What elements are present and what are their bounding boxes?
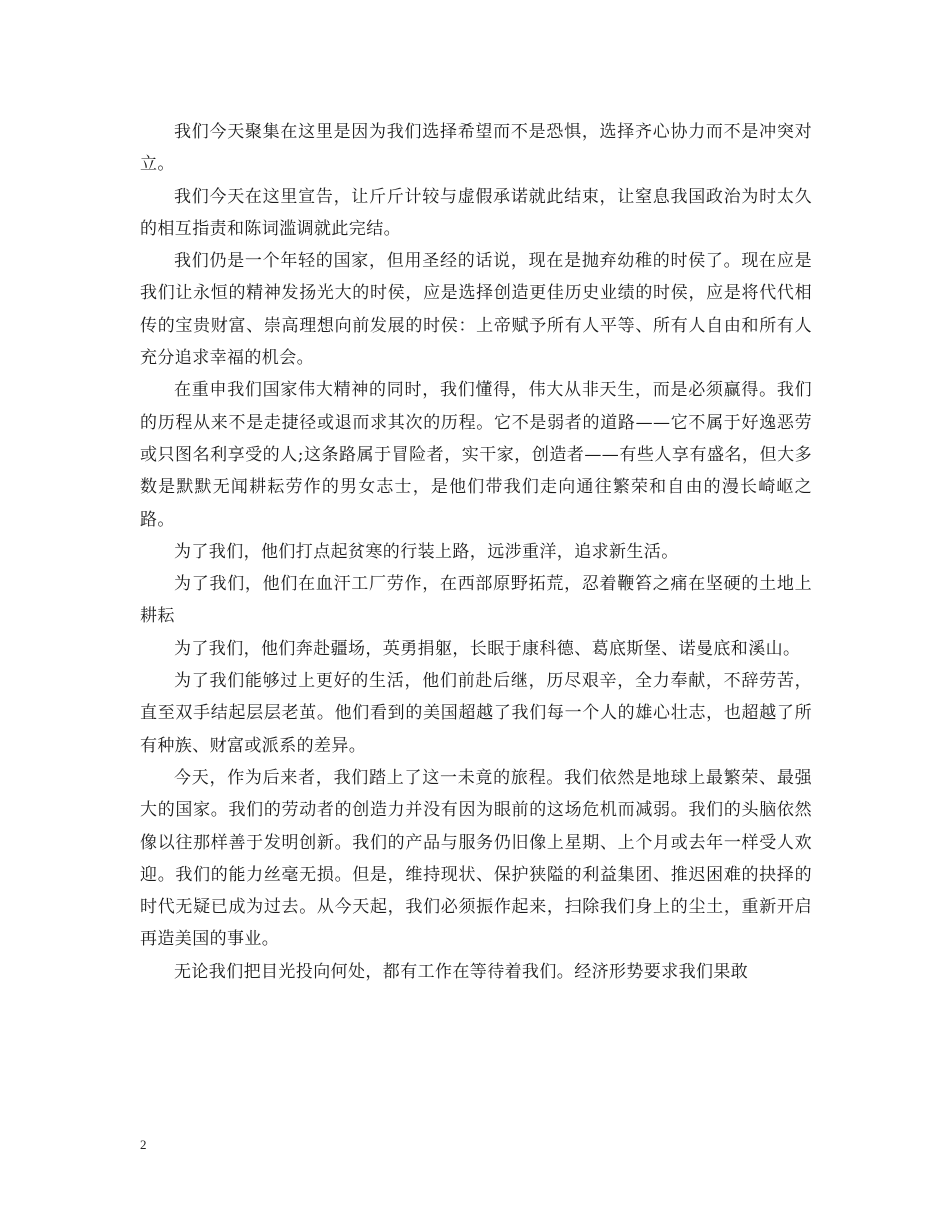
paragraph: 为了我们能够过上更好的生活，他们前赴后继，历尽艰辛，全力奉献，不辞劳苦，直至双手结起层层老茧。他们看到的美国超越了我们每一个人的雄心壮志，也超越了所有种族、财富或派系的差异。 xyxy=(140,671,812,756)
paragraph: 为了我们，他们奔赴疆场，英勇捐躯，长眠于康科德、葛底斯堡、诺曼底和溪山。 xyxy=(174,638,801,659)
page-body xyxy=(140,116,812,988)
paragraph: 我们今天聚集在这里是因为我们选择希望而不是恐惧，选择齐心协力而不是冲突对立。 xyxy=(140,122,812,175)
paragraph: 我们仍是一个年轻的国家，但用圣经的话说，现在是抛弃幼稚的时侯了。现在应是我们让永恒的精神发扬光大的时侯，应是选择创造更佳历史业绩的时侯，应是将代代相传的宝贵财富、崇高理想向前发展的时侯：上帝赋予所有人平等、所有人自由和所有人充分追求幸福的机会。 xyxy=(140,251,812,369)
page-number: 2 xyxy=(140,1137,147,1152)
paragraph: 无论我们把目光投向何处，都有工作在等待着我们。经济形势要求我们果敢 xyxy=(174,961,749,982)
paragraph: 为了我们，他们在血汗工厂劳作，在西部原野拓荒，忍着鞭笞之痛在坚硬的土地上耕耘 xyxy=(140,574,812,627)
paragraph: 在重申我们国家伟大精神的同时，我们懂得，伟大从非天生，而是必须赢得。我们的历程从来不是走捷径或退而求其次的历程。它不是弱者的道路——它不属于好逸恶劳或只图名利享受的人;这条路属于冒险者，实干家，创造者——有些人享有盛名，但大多数是默默无闻耕耘劳作的男女志士，是他们带我们走向通往繁荣和自由的漫长崎岖之路。 xyxy=(140,380,812,530)
paragraph: 我们今天在这里宣告，让斤斤计较与虚假承诺就此结束，让窒息我国政治为时太久的相互指责和陈词滥调就此完结。 xyxy=(140,186,812,239)
paragraph: 为了我们，他们打点起贫寒的行装上路，远涉重洋，追求新生活。 xyxy=(174,541,679,562)
paragraph: 今天，作为后来者，我们踏上了这一未竟的旅程。我们依然是地球上最繁荣、最强大的国家。我们的劳动者的创造力并没有因为眼前的这场危机而减弱。我们的头脑依然像以往那样善于发明创新。我们的产品与服务仍旧像上星期、上个月或去年一样受人欢迎。我们的能力丝毫无损。但是，维持现状、保护狭隘的利益集团、推迟困难的抉择的时代无疑已成为过去。从今天起，我们必须振作起来，扫除我们身上的尘土，重新开启再造美国的事业。 xyxy=(140,767,812,950)
